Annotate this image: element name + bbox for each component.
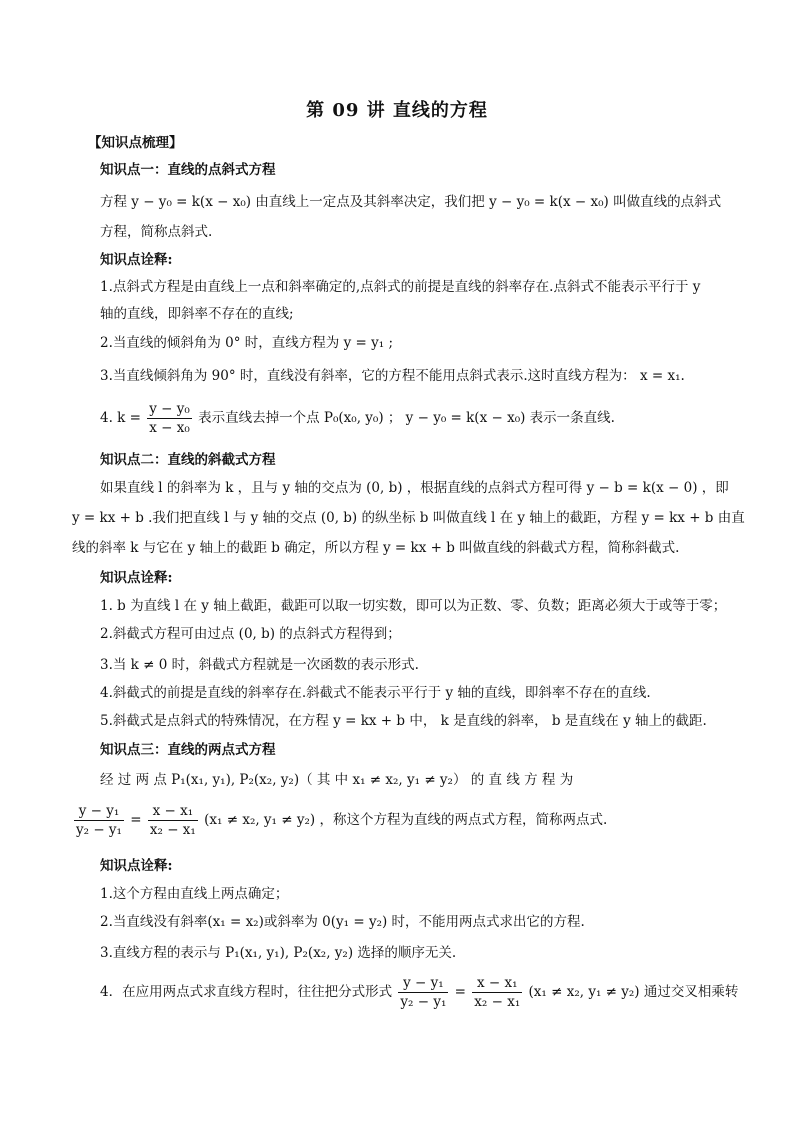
kp3-heading: 知识点三：直线的两点式方程 xyxy=(100,742,276,758)
kp1-note-3: 3.当直线倾斜角为 90° 时，直线没有斜率，它的方程不能用点斜式表示.这时直线方程为： x = x₁. xyxy=(100,368,685,384)
fraction-numerator: x − x₁ xyxy=(148,802,198,821)
fraction-denominator: x − x₀ xyxy=(149,420,190,436)
fraction-numerator: y − y₀ xyxy=(149,401,190,417)
kp2-note-4: 4.斜截式的前提是直线的斜率存在.斜截式不能表示平行于 y 轴的直线，即斜率不存在的直线. xyxy=(100,685,651,701)
kp3-note-1: 1.这个方程由直线上两点确定； xyxy=(100,886,289,902)
kp3-note-heading: 知识点诠释: xyxy=(100,858,173,874)
kp2-note-5: 5.斜截式是点斜式的特殊情况，在方程 y = kx + b 中， k 是直线的斜率， b 是直线在 y 轴上的截距. xyxy=(100,713,707,729)
fraction-denominator: y₂ − y₁ xyxy=(400,994,447,1010)
kp1-note-2: 2.当直线的倾斜角为 0° 时，直线方程为 y = y₁ ; xyxy=(100,335,393,351)
kp3-note-4-suffix: (x₁ ≠ x₂, y₁ ≠ y₂) 通过交叉相乘转 xyxy=(528,984,739,1000)
kp1-note-4-fraction xyxy=(147,400,192,437)
formula-right-fraction xyxy=(148,802,198,839)
kp3-note-4-prefix: 4．在应用两点式求直线方程时，往往把分式形式 xyxy=(100,984,393,1000)
kp2-note-heading: 知识点诠释: xyxy=(100,570,173,586)
kp2-paragraph-line3: 线的斜率 k 与它在 y 轴上的截距 b 确定，所以方程 y = kx + b 叫做直线的斜截式方程，简称斜截式. xyxy=(72,540,680,556)
fraction-denominator: x₂ − x₁ xyxy=(474,994,521,1010)
kp1-note-1b: 轴的直线，即斜率不存在的直线; xyxy=(100,306,294,322)
kp3-note-3: 3.直线方程的表示与 P₁(x₁, y₁), P₂(x₂, y₂) 选择的顺序无关. xyxy=(100,945,457,961)
fraction-numerator: y − y₁ xyxy=(398,974,448,993)
kp3-note-4 xyxy=(100,972,739,1012)
kp1-heading: 知识点一：直线的点斜式方程 xyxy=(100,162,276,178)
kp3-paragraph-line1: 经 过 两 点 P₁(x₁, y₁), P₂(x₂, y₂)（ 其 中 x₁ ≠ x₂, y₁ ≠ y₂） 的 直 线 方 程 为 xyxy=(100,772,574,788)
kp2-note-2: 2.斜截式方程可由过点 (0, b) 的点斜式方程得到； xyxy=(100,626,401,642)
kp3-two-point-formula xyxy=(72,800,722,840)
kp3-note-2: 2.当直线没有斜率(x₁ = x₂)或斜率为 0(y₁ = y₂) 时，不能用两点式求出它的方程. xyxy=(100,914,585,930)
kp1-paragraph-line1: 方程 y − y₀ = k(x − x₀) 由直线上一定点及其斜率决定，我们把 y − y₀ = k(x − x₀) 叫做直线的点斜式 xyxy=(100,194,722,210)
kp1-note-4-suffix: 表示直线去掉一个点 P₀(x₀, y₀) ； y − y₀ = k(x − x₀) 表示一条直线. xyxy=(198,410,615,426)
kp2-heading: 知识点二：直线的斜截式方程 xyxy=(100,452,276,468)
fraction-denominator: x₂ − x₁ xyxy=(149,822,196,838)
equals-sign: = xyxy=(130,812,142,828)
kp1-note-4-prefix: 4. k = xyxy=(100,410,141,426)
kp3-note-4-left-fraction xyxy=(398,974,448,1011)
kp2-paragraph-line1: 如果直线 l 的斜率为 k ，且与 y 轴的交点为 (0, b) ，根据直线的点斜式方程可得 y − b = k(x − 0) ，即 xyxy=(100,480,729,496)
fraction-numerator: x − x₁ xyxy=(472,974,522,993)
formula-suffix: (x₁ ≠ x₂, y₁ ≠ y₂) ，称这个方程为直线的两点式方程，简称两点式. xyxy=(204,812,608,828)
kp2-note-1: 1. b 为直线 l 在 y 轴上截距，截距可以取一切实数，即可以为正数、零、负数；距离必须大于或等于零； xyxy=(100,598,727,614)
kp1-note-1a: 1.点斜式方程是由直线上一点和斜率确定的,点斜式的前提是直线的斜率存在.点斜式不能表示平行于 y xyxy=(100,279,701,295)
kp2-note-3: 3.当 k ≠ 0 时，斜截式方程就是一次函数的表示形式. xyxy=(100,657,419,673)
page-title: 第 09 讲 直线的方程 xyxy=(306,100,488,121)
formula-left-fraction xyxy=(74,802,124,839)
fraction-numerator: y − y₁ xyxy=(74,802,124,821)
kp1-note-heading: 知识点诠释: xyxy=(100,252,173,268)
kp3-note-4-right-fraction xyxy=(472,974,522,1011)
equals-sign: = xyxy=(454,984,466,1000)
kp2-paragraph-line2: y = kx + b .我们把直线 l 与 y 轴的交点 (0, b) 的纵坐标 b 叫做直线 l 在 y 轴上的截距，方程 y = kx + b 由直 xyxy=(72,510,745,526)
kp1-note-4 xyxy=(100,398,722,438)
fraction-denominator: y₂ − y₁ xyxy=(76,822,122,838)
kp1-paragraph-line2: 方程，简称点斜式. xyxy=(100,224,213,240)
section-header: 【知识点梳理】 xyxy=(88,135,183,151)
